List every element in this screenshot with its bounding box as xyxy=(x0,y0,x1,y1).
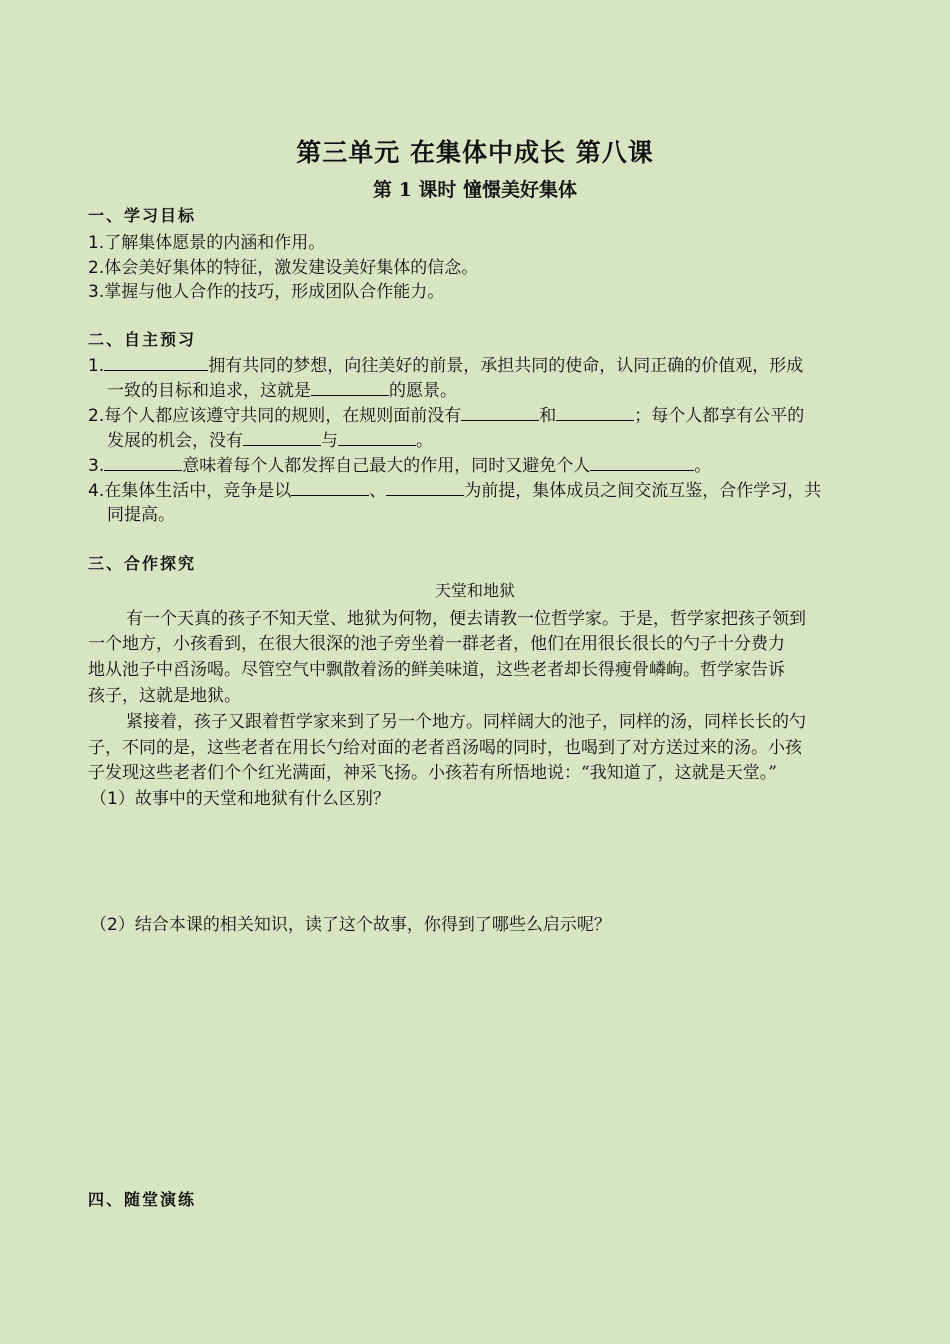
objective-item: 3.掌握与他人合作的技巧，形成团队合作能力。 xyxy=(88,282,445,302)
answer-blank[interactable] xyxy=(104,354,208,371)
story-line: 地从池子中舀汤喝。尽管空气中飘散着汤的鲜美味道，这些老者却长得瘦骨嶙峋。哲学家告诉 xyxy=(88,660,785,680)
question-text: 2.每个人都应该遵守共同的规则，在规则面前没有 xyxy=(88,406,462,426)
question-text: 发展的机会，没有 xyxy=(107,431,243,451)
question-text: 4.在集体生活中，竞争是以 xyxy=(88,481,292,501)
question-text: 。 xyxy=(416,431,433,451)
page-subtitle: 第 1 课时 憧憬美好集体 xyxy=(372,179,578,201)
question-text: 与 xyxy=(321,431,338,451)
preview-question-2-cont xyxy=(107,426,433,451)
preview-question-2 xyxy=(88,401,804,426)
story-line: 子发现这些老者们个个红光满面，神采飞扬。小孩若有所悟地说：“我知道了，这就是天堂。” xyxy=(88,763,777,783)
objective-item: 2.体会美好集体的特征，激发建设美好集体的信念。 xyxy=(88,258,479,278)
answer-blank[interactable] xyxy=(461,404,539,421)
answer-blank[interactable] xyxy=(386,479,464,496)
objective-item: 1.了解集体愿景的内涵和作用。 xyxy=(88,233,326,253)
question-text: 为前提，集体成员之间交流互鉴，合作学习，共 xyxy=(464,481,822,501)
question-text: 1. xyxy=(88,356,105,376)
section-heading-inquiry: 三、合作探究 xyxy=(88,554,197,573)
question-text: 、 xyxy=(369,481,387,501)
answer-blank[interactable] xyxy=(291,479,369,496)
inquiry-question-1: （1）故事中的天堂和地狱有什么区别？ xyxy=(90,789,390,809)
preview-question-4 xyxy=(88,476,821,501)
preview-question-1 xyxy=(88,351,803,376)
story-line: 一个地方，小孩看到，在很大很深的池子旁坐着一群老者，他们在用很长很长的勺子十分费力 xyxy=(88,634,785,654)
question-text: 3. xyxy=(88,456,105,476)
section-heading-preview: 二、自主预习 xyxy=(88,330,197,349)
preview-question-1-cont xyxy=(107,376,457,401)
question-text: ；每个人都享有公平的 xyxy=(634,406,805,426)
section-heading-objectives: 一、学习目标 xyxy=(88,206,197,225)
preview-question-3 xyxy=(88,451,711,476)
story-line: 有一个天真的孩子不知天堂、地狱为何物，便去请教一位哲学家。于是，哲学家把孩子领到 xyxy=(126,609,806,629)
question-text: 和 xyxy=(539,406,557,426)
section-heading-practice: 四、随堂演练 xyxy=(88,1190,197,1209)
inquiry-question-2: （2）结合本课的相关知识，读了这个故事，你得到了哪些么启示呢？ xyxy=(90,915,611,935)
answer-blank[interactable] xyxy=(338,429,416,446)
answer-blank[interactable] xyxy=(556,404,634,421)
story-title: 天堂和地狱 xyxy=(434,581,515,600)
question-text: 。 xyxy=(694,456,712,476)
question-text: 意味着每个人都发挥自己最大的作用，同时又避免个人 xyxy=(182,456,591,476)
question-text: 拥有共同的梦想，向往美好的前景，承担共同的使命，认同正确的价值观，形成 xyxy=(208,356,804,376)
answer-blank[interactable] xyxy=(590,454,694,471)
answer-blank[interactable] xyxy=(243,429,321,446)
question-text: 的愿景。 xyxy=(389,381,457,401)
page-title: 第三单元 在集体中成长 第八课 xyxy=(296,138,654,167)
answer-blank[interactable] xyxy=(311,379,389,396)
story-line: 子，不同的是，这些老者在用长勺给对面的老者舀汤喝的同时，也喝到了对方送过来的汤。小孩 xyxy=(88,738,802,758)
story-line: 孩子，这就是地狱。 xyxy=(88,686,241,706)
story-line: 紧接着，孩子又跟着哲学家来到了另一个地方。同样阔大的池子，同样的汤，同样长长的勺 xyxy=(126,712,806,732)
question-text: 一致的目标和追求，这就是 xyxy=(107,381,311,401)
preview-question-4-cont: 同提高。 xyxy=(107,505,175,525)
answer-blank[interactable] xyxy=(104,454,182,471)
